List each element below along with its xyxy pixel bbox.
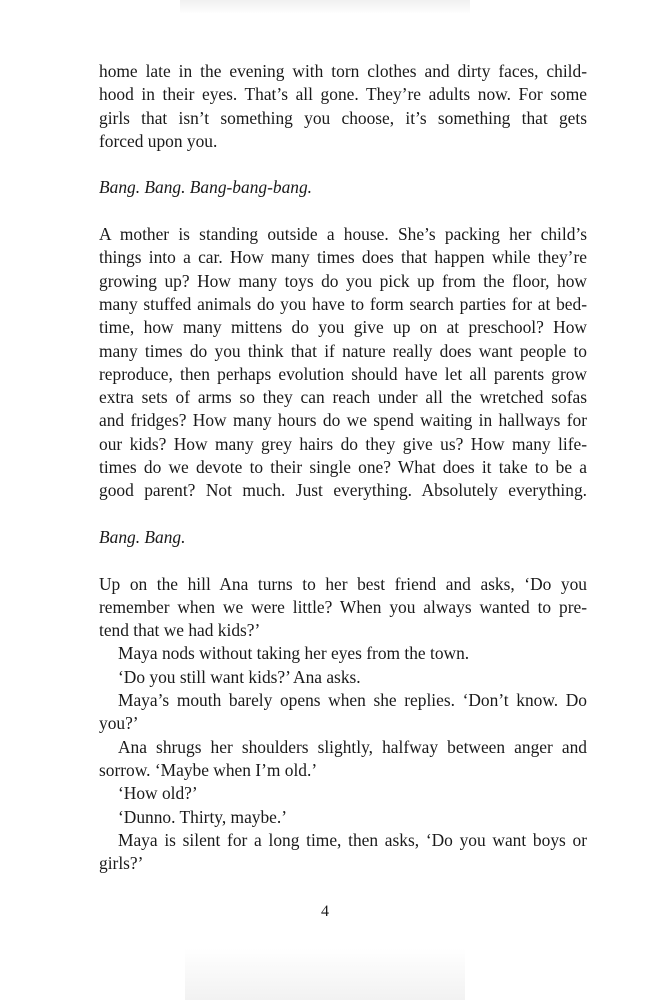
text-line: and fridges? How many hours do we spend waiting in hallways for [99,410,587,431]
text-line: Ana shrugs her shoulders slightly, halfway between anger and [118,736,587,757]
text-line: girls that isn’t something you choose, it’s something that gets [99,107,587,128]
paragraph-gap [99,153,587,176]
text-line: ‘Dunno. Thirty, maybe.’ [118,806,288,827]
text-line: Maya’s mouth barely opens when she replies. ‘Don’t know. Do [118,690,587,711]
text-line: many stuffed animals do you have to form search parties for at bed- [99,293,587,314]
paragraph-gap [99,503,587,526]
text-line: you?’ [99,713,139,734]
text-line: Maya nods without taking her eyes from the town. [118,643,470,664]
page-number: 4 [321,903,329,920]
text-line: reproduce, then perhaps evolution should have let all parents grow [99,363,587,384]
text-line: Maya is silent for a long time, then asks, ‘Do you want boys or [118,829,587,850]
text-line: sorrow. ‘Maybe when I’m old.’ [99,759,318,780]
bottom-page-shadow [185,948,465,1000]
top-page-shadow [180,0,470,14]
text-line: ‘Do you still want kids?’ Ana asks. [118,666,361,687]
paragraph-gap [99,200,587,223]
section-break-line: Bang. Bang. Bang-bang-bang. [99,177,313,198]
text-line: A mother is standing outside a house. She’s packing her child’s [99,224,587,245]
text-line: Up on the hill Ana turns to her best friend and asks, ‘Do you [99,573,587,594]
text-line: hood in their eyes. That’s all gone. They’re adults now. For some [99,84,587,105]
text-line: our kids? How many grey hairs do they give us? How many life- [99,433,587,454]
text-line: extra sets of arms so they can reach under all the wretched sofas [99,387,587,408]
text-line: tend that we had kids?’ [99,620,261,641]
text-line: things into a car. How many times does that happen while they’re [99,247,587,268]
text-line: times do we devote to their single one? What does it take to be a [99,457,587,478]
text-line: time, how many mittens do you give up on at preschool? How [99,317,587,338]
text-line: good parent? Not much. Just everything. Absolutely everything. [99,480,587,501]
text-line: many times do you think that if nature really does want people to [99,340,587,361]
text-line: girls?’ [99,853,144,874]
text-line: home late in the evening with torn clothes and dirty faces, child- [99,61,587,81]
text-line: ‘How old?’ [118,783,198,804]
text-line: forced upon you. [99,130,218,151]
body-text [99,60,587,875]
section-break-line: Bang. Bang. [99,526,186,547]
text-line: remember when we were little? When you always wanted to pre- [99,596,587,617]
paragraph-gap [99,549,587,572]
text-line: growing up? How many toys do you pick up from the floor, how [99,270,587,291]
